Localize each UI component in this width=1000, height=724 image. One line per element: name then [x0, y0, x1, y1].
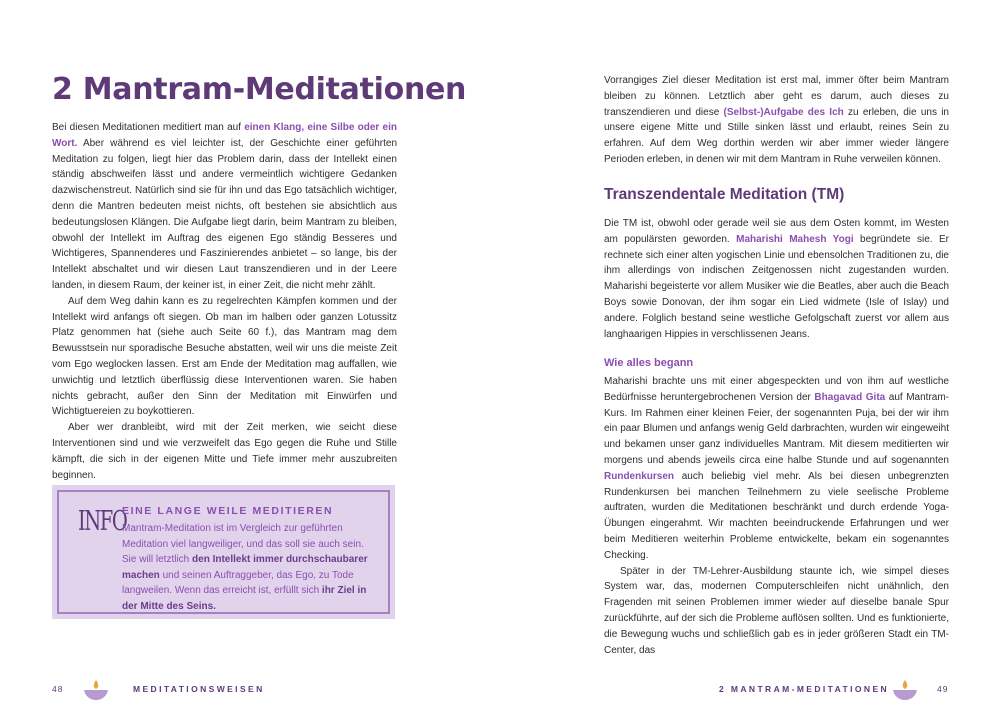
chapter-title: 2 Mantram-Meditationen [52, 72, 467, 107]
begann-text: Maharishi brachte uns mit einer abgespeckten und von ihm auf westliche Bedürfnisse heruntergebrochenen Version der Bhagavad Gita auf Mantram-Kurs. Im Rahmen einer kleinen Feier, der sogenannten Puja, bei der wir ihm ein paar Blumen und anfangs wenig Geld darbrachten, wurden wir eingeweiht und bekamen unser ganz individuelles Mantram. Mit diesem meditierten wir morgens und abends jeweils circa eine halbe Stunde und auf sogenannten Rundenkursen auch beliebig viel mehr. Als bei diesen unbegrenzten Rundenkursen bei manchen Teilnehmern zu viele seelische Probleme auftraten, wurden die Meditationen beschränkt und durch erdende Yoga-Übungen eingerahmt. Wir machten beeindruckende Erfahrungen und wer beim Meditieren weiterhin Probleme entwickelte, bekam ein sogenanntes Checking. Später in der TM-Lehrer-Ausbildung staunte ich, wie simpel dieses System war, das, modernen Computerschleifen nicht unähnlich, den Fragenden mit seinen Problemen immer wieder auf dieselbe banale Spur zurückführte, auf der sich die Probleme auflösen sollten. Und es funktionierte, die Bewegung wuchs und schließlich gab es in jeder größeren Stadt ein TM-Center, das [604, 374, 949, 658]
page-number-left: 48 [52, 684, 64, 694]
begann-paragraph-2: Später in der TM-Lehrer-Ausbildung staunte ich, wie simpel dieses System war, das, modernen Computerschleifen nicht unähnlich, den Fragenden mit seinen Problemen immer wieder auf dieselbe banale Spur zurückführte, auf der sich die Probleme auflösen sollten. Und es funktionierte, die Bewegung wuchs und schließlich gab es in jeder größeren Stadt ein TM-Center, das [604, 565, 949, 656]
highlight-selbstaufgabe: (Selbst-)Aufgabe des Ich [723, 106, 844, 118]
info-label: INFO [78, 506, 127, 537]
section-heading: Transzendentale Meditation (TM) [604, 186, 845, 203]
info-body: Mantram-Meditation ist im Vergleich zur geführten Meditation viel langweiliger, und das soll sie auch sein. Sie will letztlich den Intellekt immer durchschaubarer machen und seinen Auftraggeber, das Ego, zu Tode langweilen. Wenn das erreicht ist, erfüllt sich ihr Ziel in der Mitte des Seins. [122, 523, 368, 612]
info-box [52, 485, 395, 619]
page-number-right: 49 [937, 684, 949, 694]
paragraph-2: Auf dem Weg dahin kann es zu regelrechten Kämpfen kommen und der Intellekt wird anfangs oft siegen. Ob man im halben oder ganzen Lotussitz Platz genommen hat (siehe auch Seite 60 f.), das Mantram mag dem Bewusstsein nur sporadische Besuche abstatten, weil wir uns die meiste Zeit vom Ego weglocken lassen. Erst am Ende der Meditation mag auffallen, wie unwichtig und letztlich überflüssig diese Interventionen waren. Sie haben nichts gebracht, außer den Sinn der Meditation mit Einwürfen und Wichtigtuereien zu boykottieren. [52, 295, 397, 418]
paragraph-1: Bei diesen Meditationen meditiert man auf einen Klang, eine Silbe oder ein Wort. Aber während es viel leichter ist, der Geschichte einer geführten Meditation zu folgen, liegt hier das Problem darin, dass der Intellekt einen ständig abschweifen lässt und andere vermeintlich wichtigere Gedanken dazwischenstreut. Natürlich sind sie für ihn und das Ego tatsächlich wichtiger, denn die Mantren bedeuten meist nichts, oft bestehen sie absichtlich aus bedeutungslosen Klängen. Die Aufgabe liegt darin, beim Mantram zu bleiben, obwohl der Intellekt im Auftrag des eigenen Ego ständig Besseres und Wichtigeres, Spannenderes und Faszinierendes anbietet – so lange, bis der Intellekt abschaltet und wir diesen Laut transzendieren und in der Leere landen, in diesem Raum, der keiner ist, in einer Zeit, die nicht mehr zählt. [52, 122, 397, 291]
info-box-border [57, 490, 390, 614]
paragraph-3: Aber wer dranbleibt, wird mit der Zeit merken, wie seicht diese Interventionen sind und wie verzweifelt das Ego gegen die Ruhe und Stille kämpft, die sich in der eigenen Mitte und Tiefe immer mehr auszubreiten beginnen. [52, 422, 397, 481]
diya-lamp-icon [892, 679, 918, 701]
tm-text: Die TM ist, obwohl oder gerade weil sie aus dem Osten kommt, im Westen am populärsten geworden. Maharishi Mahesh Yogi begründete sie. Er rechnete sich einer alten yogischen Linie und ebensolchen Traditionen zu, die ihm allerdings von indischen Zeitgenossen nicht zugestanden wurden. Maharishi begeisterte vor allem Musiker wie die Beatles, aber auch die Beach Boys sowie Donovan, der ihm sogar ein Lied widmete (Isle of Islay) und andere. Folglich bestand seine westliche Gefolgschaft zuerst vor allem aus langhaarigen Hippies in verschlissenen Jeans. [604, 218, 950, 340]
highlight-rundenkursen: Rundenkursen [604, 470, 675, 482]
right-intro-text: Vorrangiges Ziel dieser Meditation ist erst mal, immer öfter beim Mantram bleiben zu können. Letztlich aber geht es darum, auch dieses zu transzendieren und diese (Selbst-)Aufgabe des Ich zu erleben, die uns in unsere eigene Mitte und Stille sinken lässt und erlaubt, reines Sein zu erfahren. Auf dem Weg dorthin werden wir aber immer wieder längere Perioden erleben, in denen wir mit dem Mantram in Ruhe verweilen können. [604, 75, 949, 165]
running-head-right: 2 MANTRAM-MEDITATIONEN [719, 684, 890, 694]
highlight-klang: einen Klang, eine Silbe oder ein Wort. [52, 122, 397, 149]
highlight-gita: Bhagavad Gita [814, 391, 886, 403]
running-head-left: MEDITATIONSWEISEN [133, 684, 265, 694]
subheading: Wie alles begann [604, 357, 694, 369]
right-page [500, 0, 1000, 724]
info-title: EINE LANGE WEILE MEDITIEREN [122, 505, 334, 517]
highlight-maharishi: Maharishi Mahesh Yogi [736, 233, 854, 245]
diya-lamp-icon [83, 679, 109, 701]
left-body-text [52, 120, 397, 483]
